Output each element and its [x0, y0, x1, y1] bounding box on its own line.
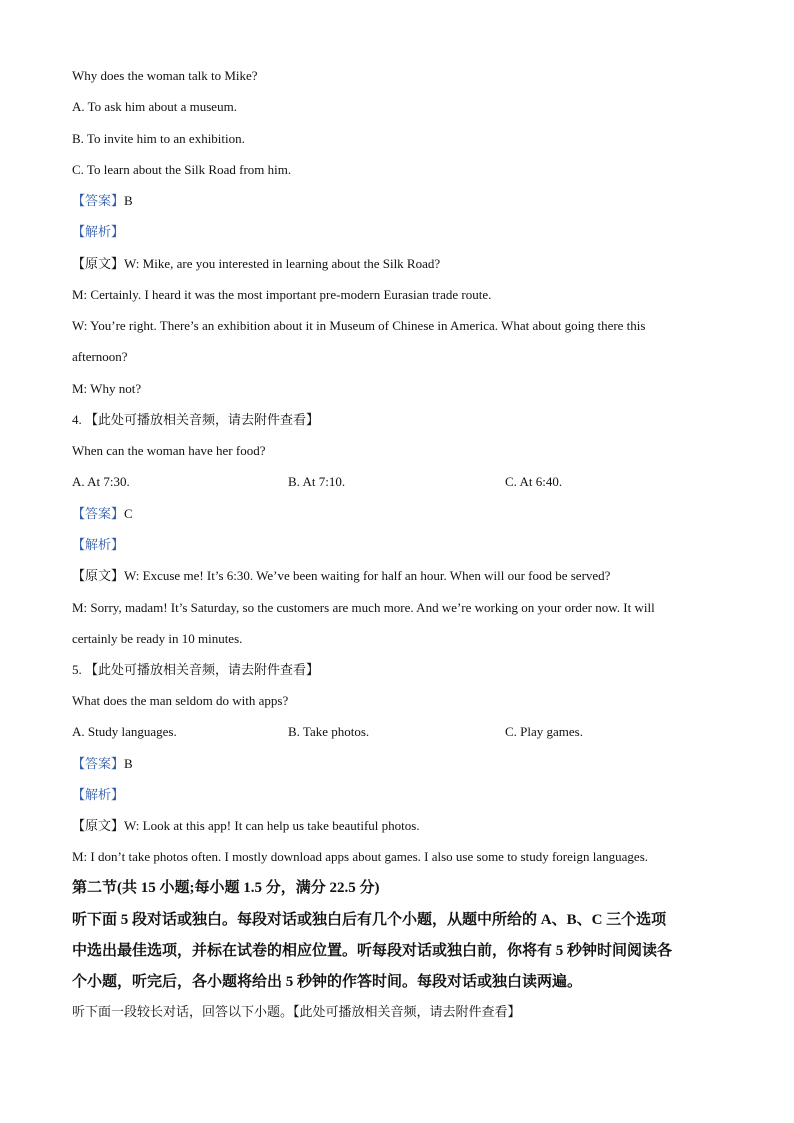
answer-label: 【答案】	[72, 193, 125, 208]
q5-transcript-line-2: M: I don’t take photos often. I mostly download apps about games. I also use some to study foreign languages.	[72, 849, 648, 864]
section2-title: 第二节(共 15 小题;每小题 1.5 分，满分 22.5 分)	[72, 880, 380, 896]
q3-answer	[72, 193, 133, 209]
q5-options	[72, 724, 722, 740]
q3-option-b: B. To invite him to an exhibition.	[72, 131, 245, 146]
section2-instruction-line-3: 个小题，听完后，各小题将给出 5 秒钟的作答时间。每段对话或独白读两遍。	[72, 974, 583, 990]
q5-option-c: C. Play games.	[505, 724, 583, 739]
transcript-label: 【原文】	[72, 256, 125, 271]
transcript-label: 【原文】	[72, 818, 125, 833]
q3-transcript-line-2: M: Certainly. I heard it was the most important pre-modern Eurasian trade route.	[72, 287, 492, 302]
answer-value: C	[124, 506, 133, 521]
q4-transcript-line-2: M: Sorry, madam! It’s Saturday, so the customers are much more. And we’re working on your order now. It will	[72, 600, 655, 615]
q4-transcript-line-1	[72, 568, 610, 584]
q5-number-label: 5. 【此处可播放相关音频，请去附件查看】	[72, 662, 320, 677]
answer-value: B	[124, 756, 133, 771]
transcript-label: 【原文】	[72, 568, 125, 583]
transcript-text: W: Look at this app! It can help us take beautiful photos.	[124, 818, 420, 833]
q5-option-a: A. Study languages.	[72, 724, 177, 739]
q4-question: When can the woman have her food?	[72, 443, 266, 458]
q3-option-c: C. To learn about the Silk Road from him.	[72, 162, 292, 177]
q3-transcript-line-4: afternoon?	[72, 349, 128, 364]
q4-option-c: C. At 6:40.	[505, 474, 563, 489]
q3-transcript-line-3: W: You’re right. There’s an exhibition about it in Museum of Chinese in America. What about going there this	[72, 318, 646, 333]
q4-analysis-label: 【解析】	[72, 537, 125, 552]
answer-value: B	[124, 193, 133, 208]
q4-options	[72, 474, 722, 490]
q5-option-b: B. Take photos.	[288, 724, 370, 739]
q5-question: What does the man seldom do with apps?	[72, 693, 289, 708]
q5-answer	[72, 756, 133, 772]
answer-label: 【答案】	[72, 506, 125, 521]
q4-option-a: A. At 7:30.	[72, 474, 130, 489]
q4-transcript-line-3: certainly be ready in 10 minutes.	[72, 631, 243, 646]
section2-instruction-line-2: 中选出最佳选项，并标在试卷的相应位置。听每段对话或独白前，你将有 5 秒钟时间阅读各	[72, 943, 673, 959]
answer-label: 【答案】	[72, 756, 125, 771]
q4-number-label: 4. 【此处可播放相关音频，请去附件查看】	[72, 412, 320, 427]
q4-option-b: B. At 7:10.	[288, 474, 346, 489]
q3-analysis-label: 【解析】	[72, 224, 125, 239]
q3-transcript-line-5: M: Why not?	[72, 381, 142, 396]
q3-question: Why does the woman talk to Mike?	[72, 68, 258, 83]
q5-analysis-label: 【解析】	[72, 787, 125, 802]
q4-answer	[72, 506, 133, 522]
q3-transcript-line-1	[72, 256, 440, 272]
transcript-text: W: Mike, are you interested in learning about the Silk Road?	[124, 256, 441, 271]
section2-next-prompt: 听下面一段较长对话，回答以下小题。【此处可播放相关音频，请去附件查看】	[72, 1004, 521, 1019]
q5-transcript-line-1	[72, 818, 420, 834]
q3-option-a: A. To ask him about a museum.	[72, 99, 237, 114]
section2-instruction-line-1: 听下面 5 段对话或独白。每段对话或独白后有几个小题，从题中所给的 A、B、C 三个选项	[72, 912, 667, 928]
transcript-text: W: Excuse me! It’s 6:30. We’ve been waiting for half an hour. When will our food be served?	[124, 568, 611, 583]
